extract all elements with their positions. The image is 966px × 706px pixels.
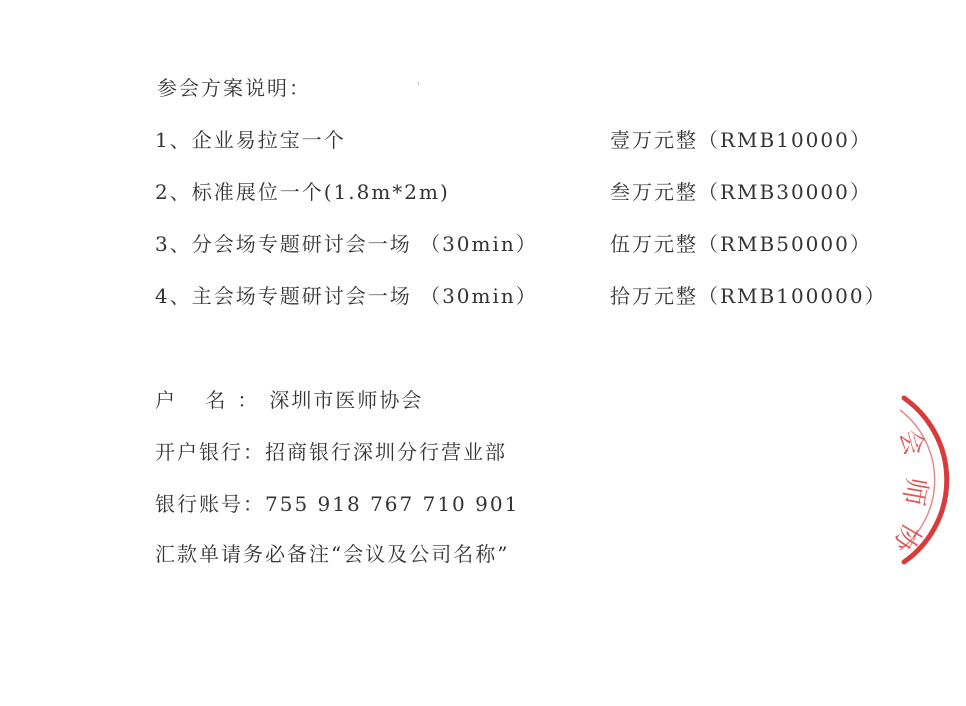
package-item-2: 2、标准展位一个(1.8m*2m)	[155, 180, 450, 204]
package-item-1: 1、企业易拉宝一个	[155, 128, 346, 152]
seal-char-2: 师	[896, 474, 934, 509]
bank-label: 开户银行：	[155, 440, 265, 464]
account-number-label: 银行账号：	[155, 492, 265, 516]
package-price-2: 叁万元整（RMB30000）	[610, 180, 872, 204]
package-price-4: 拾万元整（RMB100000）	[610, 284, 887, 308]
section-heading: 参会方案说明：	[157, 76, 311, 100]
scan-mark	[418, 82, 419, 85]
seal-char-3: 协	[886, 518, 926, 557]
package-item-4: 4、主会场专题研讨会一场 （30min）	[155, 284, 538, 308]
account-number-value: 755 918 767 710 901	[265, 492, 520, 516]
package-price-1: 壹万元整（RMB10000）	[610, 128, 872, 152]
remittance-note: 汇款单请务必备注“会议及公司名称”	[155, 542, 510, 566]
package-price-3: 伍万元整（RMB50000）	[610, 232, 872, 256]
package-item-3: 3、分会场专题研讨会一场 （30min）	[155, 232, 538, 256]
bank-line	[155, 440, 507, 464]
official-seal	[880, 380, 966, 580]
account-name-label: 户 名：	[155, 388, 270, 412]
bank-value: 招商银行深圳分行营业部	[265, 440, 507, 464]
account-number-line	[155, 492, 519, 516]
account-name-value: 深圳市医师协会	[269, 388, 424, 412]
seal-char-1: 会	[893, 426, 929, 459]
account-name-line	[155, 388, 423, 412]
